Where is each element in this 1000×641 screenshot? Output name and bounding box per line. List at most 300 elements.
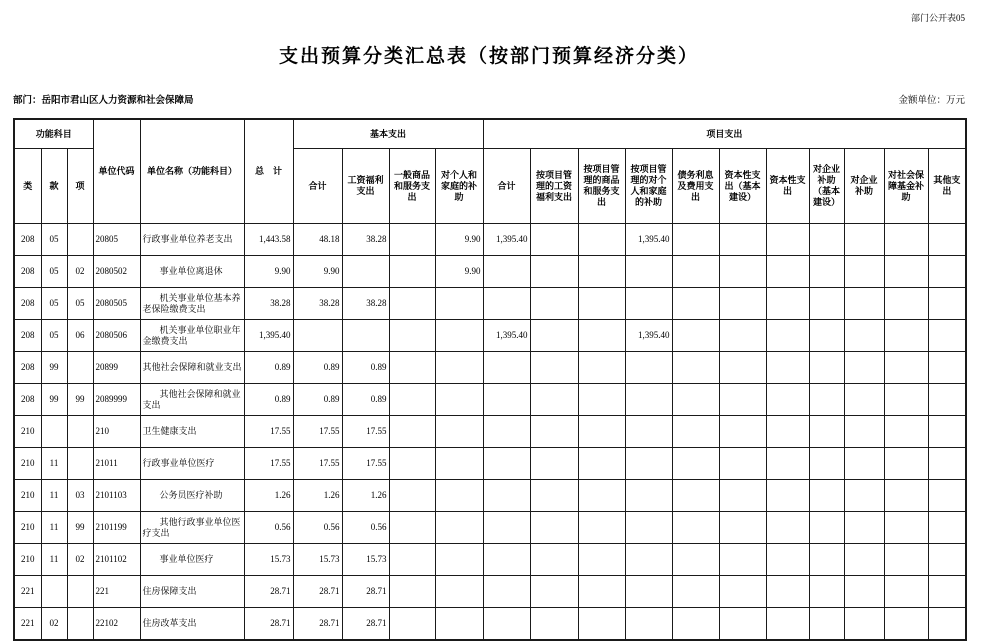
cell-enterprise-subsidy (844, 480, 884, 512)
cell-unit-code: 2101199 (93, 512, 140, 544)
cell-unit-name: 其他行政事业单位医疗支出 (140, 512, 244, 544)
cell-unit-name: 机关事业单位职业年金缴费支出 (140, 320, 244, 352)
header-enterprise-subsidy-basic: 对企业补助（基本建设） (809, 149, 844, 224)
cell-project-goods-services (578, 448, 625, 480)
header-capital: 资本性支出 (766, 149, 809, 224)
cell-basic-goods-services (389, 256, 435, 288)
cell-class: 221 (14, 576, 41, 608)
table-row (14, 544, 966, 576)
cell-class: 208 (14, 224, 41, 256)
cell-basic-wage (342, 256, 389, 288)
header-social-security-fund-subsidy: 对社会保障基金补助 (884, 149, 928, 224)
cell-unit-code: 221 (93, 576, 140, 608)
cell-project-goods-services (578, 352, 625, 384)
cell-basic-goods-services (389, 608, 435, 641)
cell-enterprise-subsidy-basic (809, 544, 844, 576)
cell-class: 210 (14, 544, 41, 576)
cell-grand-total: 38.28 (244, 288, 293, 320)
cell-project-personal-subsidy (625, 352, 672, 384)
cell-section: 99 (41, 384, 67, 416)
cell-capital (766, 384, 809, 416)
cell-project-wage (530, 416, 578, 448)
meta-row (13, 95, 965, 107)
cell-basic-wage: 17.55 (342, 416, 389, 448)
cell-class: 210 (14, 512, 41, 544)
cell-other-expenditure (928, 352, 966, 384)
cell-project-personal-subsidy: 1,395.40 (625, 224, 672, 256)
cell-social-security-fund-subsidy (884, 480, 928, 512)
cell-basic-personal-subsidy (435, 320, 483, 352)
cell-basic-goods-services (389, 224, 435, 256)
header-enterprise-subsidy: 对企业补助 (844, 149, 884, 224)
cell-grand-total: 1.26 (244, 480, 293, 512)
table-row (14, 288, 966, 320)
cell-unit-name: 机关事业单位基本养老保险缴费支出 (140, 288, 244, 320)
cell-social-security-fund-subsidy (884, 512, 928, 544)
cell-social-security-fund-subsidy (884, 544, 928, 576)
cell-section: 11 (41, 544, 67, 576)
cell-unit-name: 其他社会保障和就业支出 (140, 352, 244, 384)
cell-capital-basic-construction (719, 576, 766, 608)
cell-grand-total: 28.71 (244, 608, 293, 641)
cell-unit-name: 其他社会保障和就业支出 (140, 384, 244, 416)
cell-project-total (483, 384, 530, 416)
cell-project-wage (530, 320, 578, 352)
cell-project-wage (530, 608, 578, 641)
cell-unit-code: 2101102 (93, 544, 140, 576)
cell-item (67, 608, 93, 641)
cell-capital (766, 256, 809, 288)
cell-capital-basic-construction (719, 352, 766, 384)
cell-unit-code: 2089999 (93, 384, 140, 416)
cell-enterprise-subsidy-basic (809, 416, 844, 448)
cell-basic-goods-services (389, 576, 435, 608)
cell-capital-basic-construction (719, 320, 766, 352)
department-label: 部门：岳阳市君山区人力资源和社会保障局 (13, 96, 194, 106)
header-project-goods-services: 按项目管理的商品和服务支出 (578, 149, 625, 224)
cell-item: 03 (67, 480, 93, 512)
cell-debt-interest (672, 384, 719, 416)
header-item: 项 (67, 149, 93, 224)
cell-project-total: 1,395.40 (483, 320, 530, 352)
cell-section: 05 (41, 224, 67, 256)
cell-debt-interest (672, 352, 719, 384)
cell-unit-code: 2080502 (93, 256, 140, 288)
cell-enterprise-subsidy (844, 576, 884, 608)
cell-project-wage (530, 448, 578, 480)
cell-other-expenditure (928, 384, 966, 416)
cell-unit-name: 卫生健康支出 (140, 416, 244, 448)
cell-project-wage (530, 352, 578, 384)
cell-project-wage (530, 224, 578, 256)
cell-project-goods-services (578, 384, 625, 416)
header-basic-goods-services: 一般商品和服务支出 (389, 149, 435, 224)
cell-project-goods-services (578, 416, 625, 448)
cell-basic-total (293, 320, 342, 352)
cell-basic-wage: 15.73 (342, 544, 389, 576)
cell-enterprise-subsidy-basic (809, 512, 844, 544)
cell-project-total (483, 416, 530, 448)
cell-capital-basic-construction (719, 416, 766, 448)
cell-grand-total: 15.73 (244, 544, 293, 576)
table-row (14, 608, 966, 641)
cell-project-goods-services (578, 288, 625, 320)
cell-basic-goods-services (389, 320, 435, 352)
table-row (14, 320, 966, 352)
cell-project-personal-subsidy (625, 480, 672, 512)
cell-basic-goods-services (389, 384, 435, 416)
header-project-wage: 按项目管理的工资福利支出 (530, 149, 578, 224)
doc-ref-label: 部门公开表05 (910, 13, 965, 23)
budget-report-page (13, 0, 965, 641)
cell-debt-interest (672, 512, 719, 544)
cell-project-total (483, 576, 530, 608)
cell-enterprise-subsidy-basic (809, 224, 844, 256)
cell-grand-total: 1,443.58 (244, 224, 293, 256)
cell-project-personal-subsidy: 1,395.40 (625, 320, 672, 352)
cell-basic-total: 0.89 (293, 384, 342, 416)
cell-enterprise-subsidy (844, 512, 884, 544)
cell-debt-interest (672, 224, 719, 256)
cell-section (41, 416, 67, 448)
cell-enterprise-subsidy (844, 416, 884, 448)
table-row (14, 416, 966, 448)
cell-project-wage (530, 576, 578, 608)
cell-unit-code: 2080505 (93, 288, 140, 320)
cell-unit-name: 住房保障支出 (140, 576, 244, 608)
cell-basic-total: 38.28 (293, 288, 342, 320)
cell-grand-total: 9.90 (244, 256, 293, 288)
cell-social-security-fund-subsidy (884, 384, 928, 416)
cell-unit-code: 2080506 (93, 320, 140, 352)
cell-project-total (483, 448, 530, 480)
cell-unit-code: 210 (93, 416, 140, 448)
header-unit-name: 单位名称（功能科目） (140, 119, 244, 224)
cell-item (67, 416, 93, 448)
cell-capital-basic-construction (719, 288, 766, 320)
cell-basic-personal-subsidy (435, 448, 483, 480)
cell-capital-basic-construction (719, 256, 766, 288)
header-basic-wage: 工资福利支出 (342, 149, 389, 224)
cell-basic-total: 28.71 (293, 608, 342, 641)
cell-project-total (483, 608, 530, 641)
cell-section: 11 (41, 480, 67, 512)
cell-capital (766, 576, 809, 608)
cell-other-expenditure (928, 576, 966, 608)
cell-class: 208 (14, 352, 41, 384)
header-grand-total: 总 计 (244, 119, 293, 224)
cell-debt-interest (672, 256, 719, 288)
cell-basic-wage: 1.26 (342, 480, 389, 512)
header-debt-interest: 债务利息及费用支出 (672, 149, 719, 224)
cell-basic-wage: 17.55 (342, 448, 389, 480)
cell-social-security-fund-subsidy (884, 448, 928, 480)
cell-section: 99 (41, 352, 67, 384)
cell-capital-basic-construction (719, 480, 766, 512)
cell-debt-interest (672, 416, 719, 448)
header-project-group: 项目支出 (483, 119, 966, 149)
cell-project-personal-subsidy (625, 384, 672, 416)
cell-class: 221 (14, 608, 41, 641)
table-row (14, 256, 966, 288)
cell-project-wage (530, 256, 578, 288)
cell-unit-name: 住房改革支出 (140, 608, 244, 641)
cell-basic-wage: 28.71 (342, 576, 389, 608)
cell-capital (766, 416, 809, 448)
cell-class: 210 (14, 480, 41, 512)
cell-other-expenditure (928, 448, 966, 480)
cell-section: 05 (41, 256, 67, 288)
cell-basic-wage: 38.28 (342, 288, 389, 320)
cell-enterprise-subsidy-basic (809, 320, 844, 352)
amount-unit-label: 金额单位：万元 (898, 96, 965, 106)
cell-capital-basic-construction (719, 384, 766, 416)
cell-social-security-fund-subsidy (884, 608, 928, 641)
cell-basic-personal-subsidy (435, 416, 483, 448)
cell-enterprise-subsidy (844, 544, 884, 576)
table-row (14, 224, 966, 256)
cell-project-total: 1,395.40 (483, 224, 530, 256)
cell-social-security-fund-subsidy (884, 288, 928, 320)
cell-item: 99 (67, 384, 93, 416)
cell-unit-code: 20899 (93, 352, 140, 384)
cell-basic-total: 0.56 (293, 512, 342, 544)
cell-basic-goods-services (389, 352, 435, 384)
cell-basic-wage: 38.28 (342, 224, 389, 256)
cell-unit-name: 事业单位离退休 (140, 256, 244, 288)
page-title: 支出预算分类汇总表（按部门预算经济分类） (278, 46, 699, 67)
cell-basic-personal-subsidy (435, 576, 483, 608)
cell-class: 210 (14, 416, 41, 448)
cell-project-total (483, 512, 530, 544)
cell-project-goods-services (578, 576, 625, 608)
cell-basic-wage: 0.89 (342, 384, 389, 416)
cell-project-personal-subsidy (625, 576, 672, 608)
cell-other-expenditure (928, 224, 966, 256)
header-unit-code: 单位代码 (93, 119, 140, 224)
cell-basic-goods-services (389, 480, 435, 512)
table-row (14, 512, 966, 544)
header-capital-basic-construction: 资本性支出（基本建设） (719, 149, 766, 224)
cell-debt-interest (672, 288, 719, 320)
cell-project-goods-services (578, 320, 625, 352)
header-class: 类 (14, 149, 41, 224)
cell-social-security-fund-subsidy (884, 320, 928, 352)
cell-basic-goods-services (389, 512, 435, 544)
cell-enterprise-subsidy-basic (809, 480, 844, 512)
cell-basic-total: 15.73 (293, 544, 342, 576)
cell-basic-wage: 0.89 (342, 352, 389, 384)
cell-enterprise-subsidy-basic (809, 288, 844, 320)
cell-grand-total: 0.89 (244, 352, 293, 384)
cell-class: 210 (14, 448, 41, 480)
cell-unit-code: 2101103 (93, 480, 140, 512)
cell-unit-name: 事业单位医疗 (140, 544, 244, 576)
cell-project-wage (530, 288, 578, 320)
cell-enterprise-subsidy (844, 608, 884, 641)
cell-basic-total: 17.55 (293, 416, 342, 448)
cell-item: 02 (67, 544, 93, 576)
cell-section: 11 (41, 448, 67, 480)
cell-project-personal-subsidy (625, 416, 672, 448)
cell-grand-total: 1,395.40 (244, 320, 293, 352)
cell-grand-total: 28.71 (244, 576, 293, 608)
header-basic-total: 合计 (293, 149, 342, 224)
cell-item: 06 (67, 320, 93, 352)
cell-item (67, 448, 93, 480)
cell-basic-total: 1.26 (293, 480, 342, 512)
cell-class: 208 (14, 320, 41, 352)
cell-other-expenditure (928, 480, 966, 512)
cell-basic-wage: 0.56 (342, 512, 389, 544)
cell-grand-total: 17.55 (244, 448, 293, 480)
header-project-personal-subsidy: 按项目管理的对个人和家庭的补助 (625, 149, 672, 224)
cell-section (41, 576, 67, 608)
cell-item: 99 (67, 512, 93, 544)
cell-enterprise-subsidy (844, 256, 884, 288)
cell-basic-personal-subsidy (435, 352, 483, 384)
cell-project-total (483, 288, 530, 320)
cell-capital (766, 288, 809, 320)
cell-item: 05 (67, 288, 93, 320)
cell-debt-interest (672, 544, 719, 576)
cell-other-expenditure (928, 608, 966, 641)
cell-debt-interest (672, 320, 719, 352)
cell-social-security-fund-subsidy (884, 352, 928, 384)
table-row (14, 352, 966, 384)
cell-basic-goods-services (389, 288, 435, 320)
cell-debt-interest (672, 480, 719, 512)
cell-basic-total: 0.89 (293, 352, 342, 384)
cell-enterprise-subsidy-basic (809, 448, 844, 480)
cell-enterprise-subsidy (844, 320, 884, 352)
cell-capital-basic-construction (719, 512, 766, 544)
header-project-total: 合计 (483, 149, 530, 224)
cell-capital (766, 224, 809, 256)
cell-enterprise-subsidy-basic (809, 384, 844, 416)
cell-debt-interest (672, 608, 719, 641)
cell-project-goods-services (578, 224, 625, 256)
cell-basic-total: 28.71 (293, 576, 342, 608)
cell-project-wage (530, 384, 578, 416)
cell-unit-name: 公务员医疗补助 (140, 480, 244, 512)
cell-basic-goods-services (389, 416, 435, 448)
cell-capital (766, 544, 809, 576)
cell-project-total (483, 480, 530, 512)
cell-unit-code: 21011 (93, 448, 140, 480)
cell-capital-basic-construction (719, 608, 766, 641)
cell-capital (766, 320, 809, 352)
cell-other-expenditure (928, 416, 966, 448)
table-body (14, 224, 966, 641)
cell-grand-total: 0.56 (244, 512, 293, 544)
cell-item: 02 (67, 256, 93, 288)
cell-capital-basic-construction (719, 448, 766, 480)
cell-other-expenditure (928, 544, 966, 576)
cell-basic-total: 17.55 (293, 448, 342, 480)
cell-enterprise-subsidy (844, 288, 884, 320)
cell-basic-total: 9.90 (293, 256, 342, 288)
table-header (14, 119, 966, 224)
budget-table (13, 118, 967, 641)
header-other-expenditure: 其他支出 (928, 149, 966, 224)
cell-capital (766, 448, 809, 480)
table-row (14, 576, 966, 608)
cell-basic-personal-subsidy: 9.90 (435, 224, 483, 256)
cell-social-security-fund-subsidy (884, 224, 928, 256)
cell-project-personal-subsidy (625, 256, 672, 288)
cell-project-personal-subsidy (625, 448, 672, 480)
cell-project-wage (530, 544, 578, 576)
cell-social-security-fund-subsidy (884, 576, 928, 608)
cell-other-expenditure (928, 512, 966, 544)
cell-project-goods-services (578, 480, 625, 512)
cell-basic-personal-subsidy (435, 544, 483, 576)
cell-unit-name: 行政事业单位医疗 (140, 448, 244, 480)
cell-other-expenditure (928, 320, 966, 352)
cell-class: 208 (14, 384, 41, 416)
cell-project-personal-subsidy (625, 608, 672, 641)
cell-project-total (483, 544, 530, 576)
cell-enterprise-subsidy (844, 352, 884, 384)
cell-capital (766, 352, 809, 384)
cell-project-goods-services (578, 512, 625, 544)
cell-grand-total: 0.89 (244, 384, 293, 416)
cell-social-security-fund-subsidy (884, 416, 928, 448)
cell-basic-personal-subsidy (435, 512, 483, 544)
cell-project-goods-services (578, 608, 625, 641)
cell-project-total (483, 352, 530, 384)
cell-project-wage (530, 512, 578, 544)
cell-basic-goods-services (389, 544, 435, 576)
cell-enterprise-subsidy-basic (809, 576, 844, 608)
cell-other-expenditure (928, 256, 966, 288)
table-row (14, 384, 966, 416)
cell-unit-code: 20805 (93, 224, 140, 256)
cell-basic-personal-subsidy (435, 480, 483, 512)
cell-enterprise-subsidy-basic (809, 608, 844, 641)
cell-section: 11 (41, 512, 67, 544)
cell-project-personal-subsidy (625, 512, 672, 544)
cell-basic-personal-subsidy (435, 384, 483, 416)
cell-capital (766, 480, 809, 512)
cell-item (67, 576, 93, 608)
cell-capital (766, 512, 809, 544)
cell-basic-total: 48.18 (293, 224, 342, 256)
cell-capital-basic-construction (719, 544, 766, 576)
cell-section: 05 (41, 320, 67, 352)
cell-enterprise-subsidy (844, 448, 884, 480)
cell-other-expenditure (928, 288, 966, 320)
cell-debt-interest (672, 576, 719, 608)
cell-unit-code: 22102 (93, 608, 140, 641)
table-row (14, 480, 966, 512)
cell-capital (766, 608, 809, 641)
header-group-row (14, 119, 966, 149)
cell-item (67, 224, 93, 256)
cell-enterprise-subsidy (844, 384, 884, 416)
cell-basic-personal-subsidy (435, 608, 483, 641)
cell-project-wage (530, 480, 578, 512)
cell-grand-total: 17.55 (244, 416, 293, 448)
cell-basic-goods-services (389, 448, 435, 480)
cell-basic-wage (342, 320, 389, 352)
cell-project-total (483, 256, 530, 288)
cell-basic-personal-subsidy (435, 288, 483, 320)
header-func-group: 功能科目 (14, 119, 93, 149)
cell-enterprise-subsidy-basic (809, 256, 844, 288)
cell-class: 208 (14, 256, 41, 288)
